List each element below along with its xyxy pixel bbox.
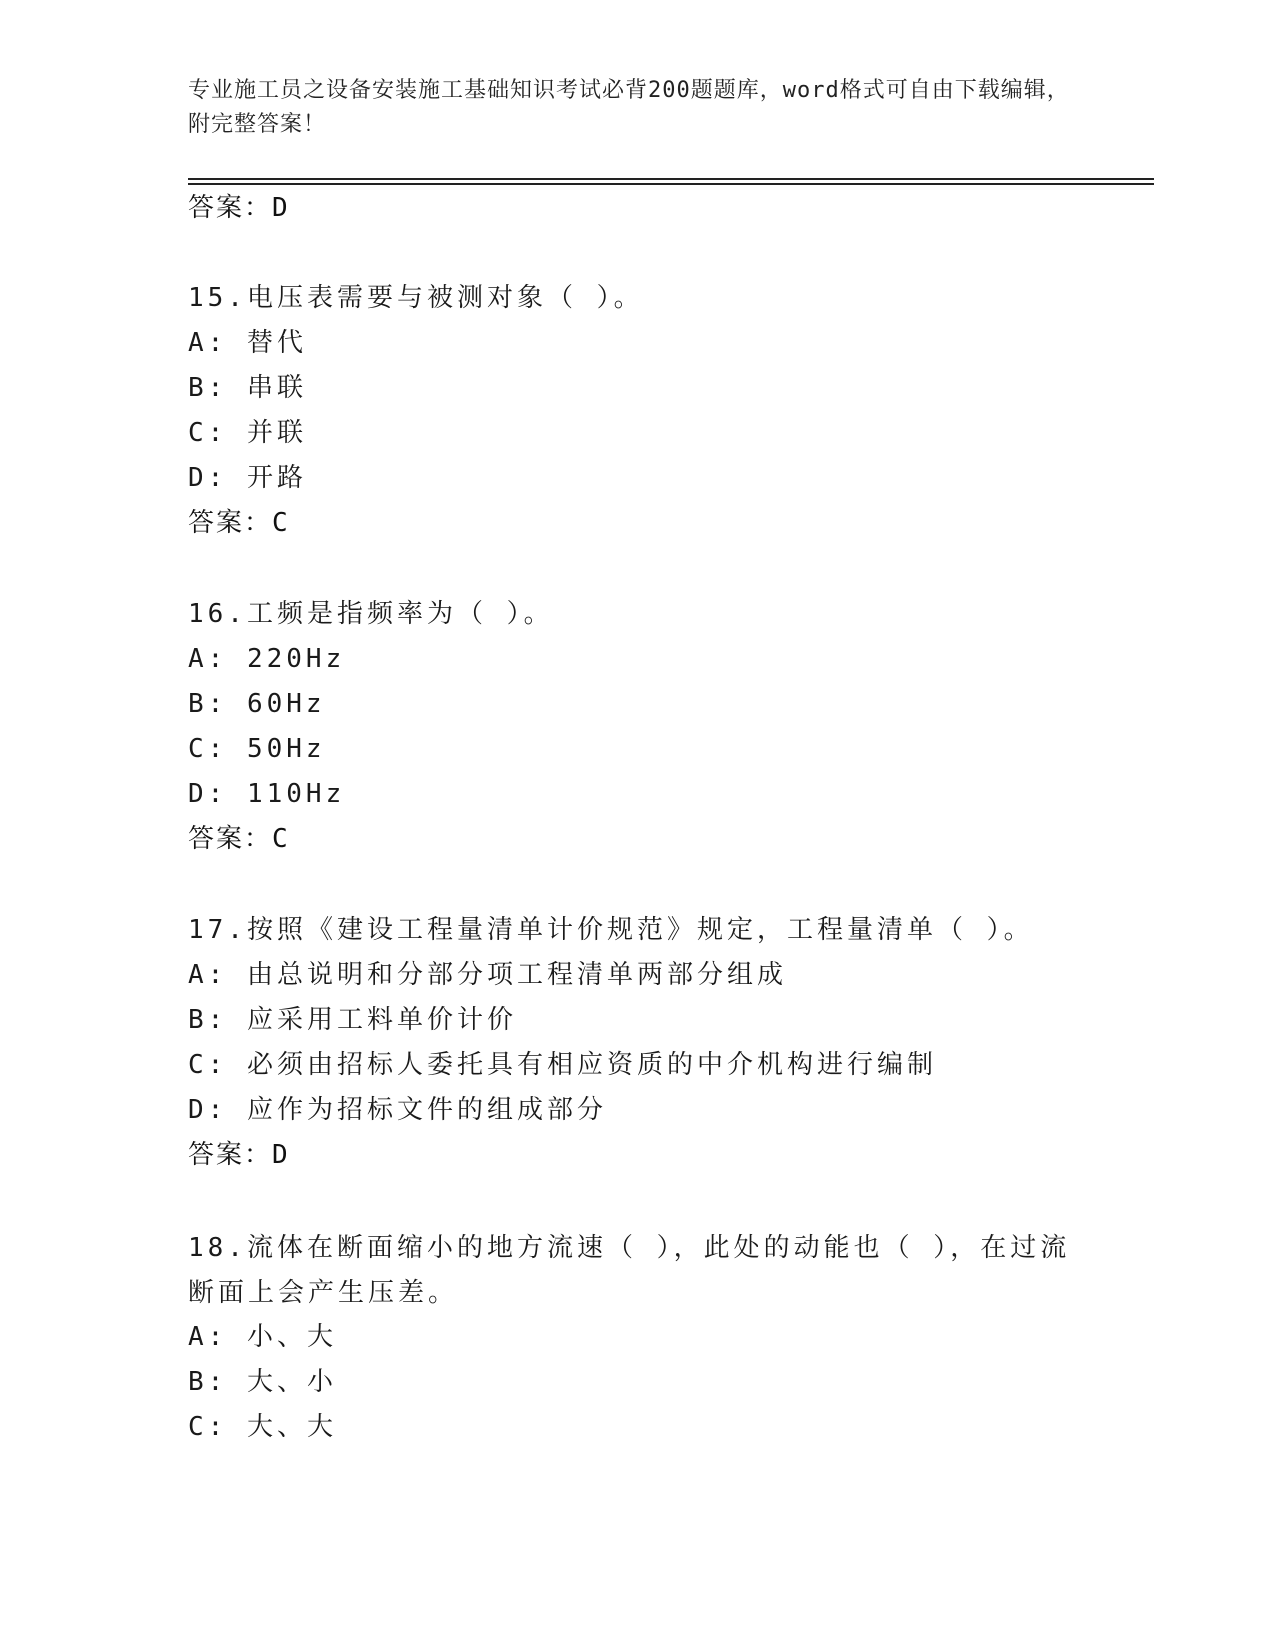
question-15-option-d: D: 开路 [188, 463, 307, 493]
question-15-option-a: A: 替代 [188, 328, 307, 358]
question-15-stem: 15.电压表需要与被测对象（ ）。 [188, 283, 644, 313]
question-16-stem: 16.工频是指频率为（ ）。 [188, 599, 554, 629]
question-15-option-c: C: 并联 [188, 418, 307, 448]
question-17-option-b: B: 应采用工料单价计价 [188, 1005, 517, 1035]
question-15-answer: 答案：C [188, 508, 290, 538]
question-18-option-a: A: 小、大 [188, 1322, 337, 1352]
question-15-option-b: B: 串联 [188, 373, 307, 403]
question-18-stem: 18.流体在断面缩小的地方流速（ ），此处的动能也（ ），在过流断面上会产生压差。 [188, 1233, 1071, 1308]
question-16-answer: 答案：C [188, 824, 290, 854]
document-header: 专业施工员之设备安装施工基础知识考试必背200题题库，word格式可自由下载编辑，附完整答案！ [188, 78, 1070, 137]
question-17-answer: 答案：D [188, 1140, 290, 1170]
previous-answer: 答案：D [188, 193, 290, 223]
question-17-option-d: D: 应作为招标文件的组成部分 [188, 1095, 607, 1125]
header-divider-top [188, 178, 1154, 180]
question-18-option-b: B: 大、小 [188, 1367, 337, 1397]
question-16-option-a: A: 220Hz [188, 644, 346, 674]
question-17-option-a: A: 由总说明和分部分项工程清单两部分组成 [188, 960, 787, 990]
question-16-option-c: C: 50Hz [188, 734, 326, 764]
question-17-stem: 17.按照《建设工程量清单计价规范》规定，工程量清单（ ）。 [188, 915, 1034, 945]
header-divider-bottom [188, 183, 1154, 185]
question-17-option-c: C: 必须由招标人委托具有相应资质的中介机构进行编制 [188, 1050, 937, 1080]
question-18-option-c: C: 大、大 [188, 1412, 337, 1442]
question-16-option-d: D: 110Hz [188, 779, 346, 809]
question-16-option-b: B: 60Hz [188, 689, 326, 719]
